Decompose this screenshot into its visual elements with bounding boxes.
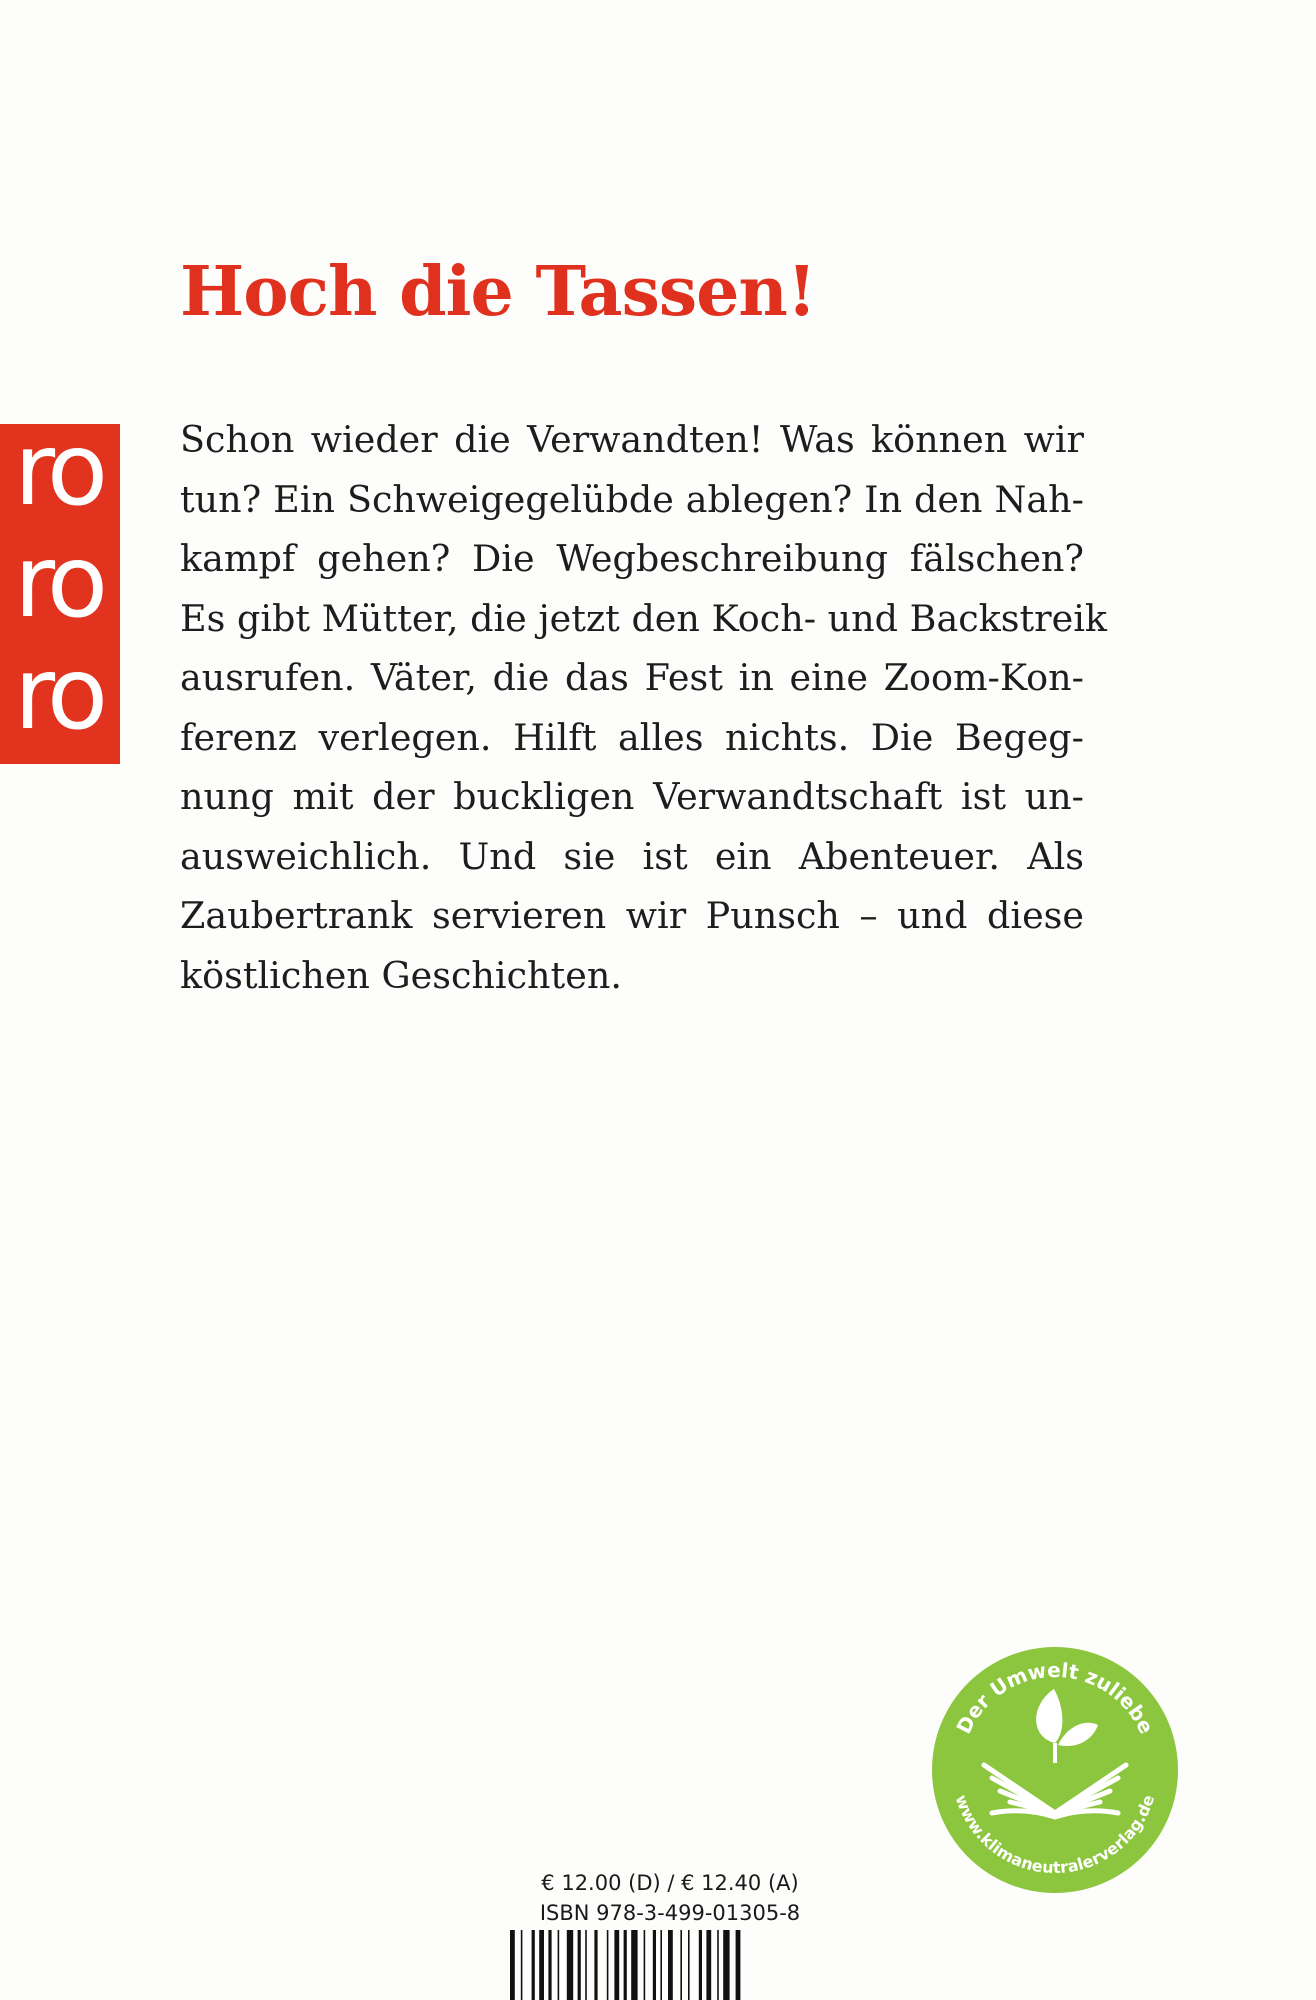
barcode-bar: [594, 1930, 597, 2000]
barcode: [504, 1930, 824, 2000]
barcode-bar: [558, 1930, 560, 2000]
barcode-bar: [578, 1930, 581, 2000]
isbn-label: ISBN 978-3-499-01305-8: [539, 1901, 801, 1925]
rororo-logo: [0, 424, 120, 764]
blurb-line: nung mit der buckligen Verwandtschaft ist un-: [180, 775, 1084, 818]
barcode-bar: [688, 1930, 690, 2000]
barcode-bar: [585, 1930, 587, 2000]
barcode-bar: [699, 1930, 702, 2000]
barcode-bar: [567, 1930, 573, 2000]
barcode-bar: [510, 1930, 515, 2000]
barcode-bar: [521, 1930, 523, 2000]
blurb-line: ausweichlich. Und sie ist ein Abenteuer. Als: [180, 834, 1084, 878]
eco-badge: [930, 1645, 1180, 1895]
logo-text-2: ro: [14, 523, 103, 640]
barcode-bar: [607, 1930, 609, 2000]
blurb-text: [180, 410, 1108, 1005]
blurb-line: tun? Ein Schweigegelübde ablegen? In den Nah-: [180, 477, 1084, 521]
headline: Hoch die Tassen!: [180, 252, 816, 332]
eco-badge-circle: [932, 1647, 1178, 1893]
blurb-line: ferenz verlegen. Hilft alles nichts. Die Begeg-: [180, 715, 1084, 759]
blurb-line: kampf gehen? Die Wegbeschreibung fälschen?: [180, 537, 1084, 580]
barcode-bar: [614, 1930, 619, 2000]
barcode-bar: [723, 1930, 729, 2000]
barcode-bar: [624, 1930, 627, 2000]
barcode-bar: [736, 1930, 741, 2000]
price-label: € 12.00 (D) / € 12.40 (A): [541, 1871, 799, 1895]
barcode-bar: [717, 1930, 719, 2000]
blurb-line: Es gibt Mütter, die jetzt den Koch- und Backstreik: [180, 596, 1108, 640]
barcode-bar: [548, 1930, 551, 2000]
barcode-bar: [706, 1930, 711, 2000]
blurb-line: ausrufen. Väter, die das Fest in eine Zoom-Kon-: [180, 656, 1084, 699]
blurb-line: köstlichen Geschichten.: [180, 953, 622, 997]
barcode-bar: [660, 1930, 662, 2000]
logo-text-3: ro: [14, 635, 103, 752]
blurb-line: Zaubertrank servieren wir Punsch – und diese: [180, 894, 1084, 937]
blurb-line: Schon wieder die Verwandten! Was können wir: [180, 418, 1084, 461]
barcode-bar: [668, 1930, 673, 2000]
barcode-bar: [680, 1930, 682, 2000]
barcode-bar: [539, 1930, 544, 2000]
eco-badge-url-text: www.klimaneutralerverlag.de: [951, 1792, 1159, 1878]
barcode-bar: [653, 1930, 656, 2000]
barcode-bar: [532, 1930, 535, 2000]
barcode-bar: [631, 1930, 637, 2000]
eco-badge-top-text: Der Umwelt zuliebe: [951, 1657, 1159, 1738]
barcode-bar: [644, 1930, 646, 2000]
logo-text-1: ro: [14, 424, 103, 528]
